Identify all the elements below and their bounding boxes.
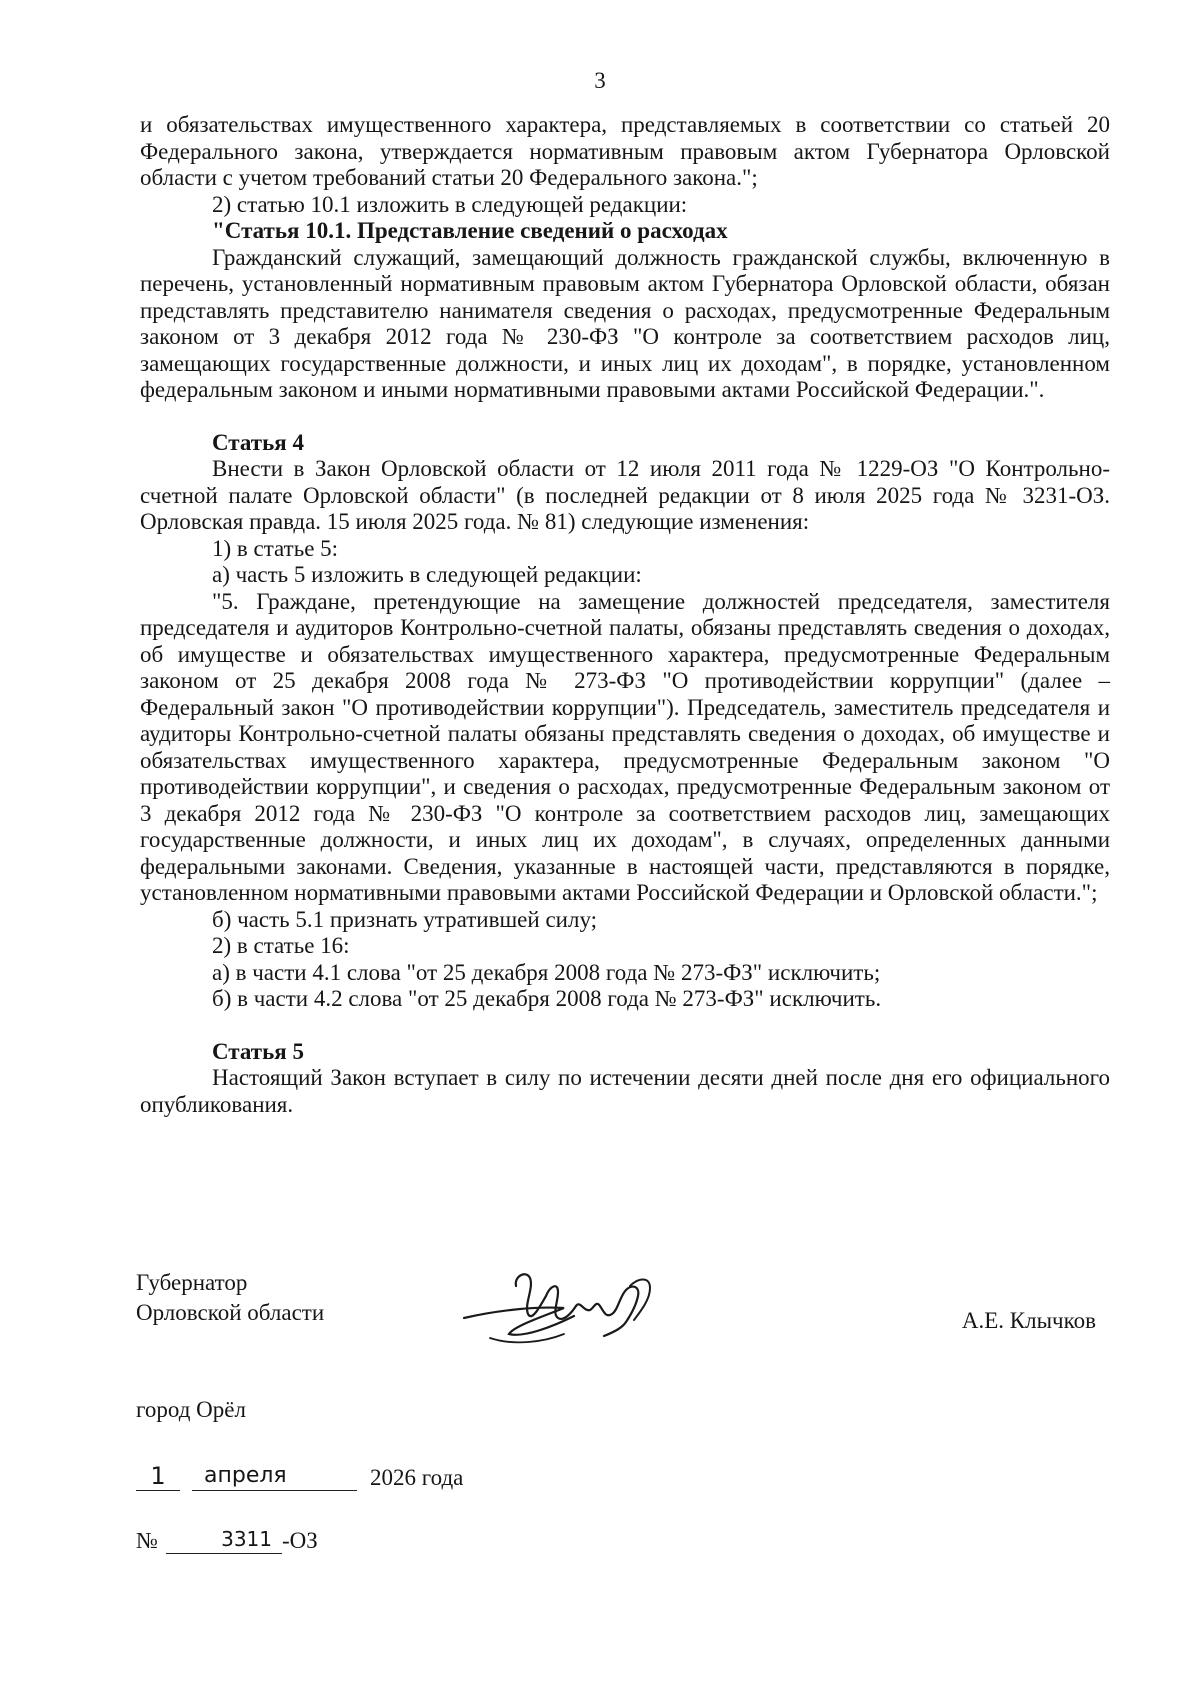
paragraph-article-text: Гражданский служащий, замещающий должность гражданской службы, включенную в перечень, установленный нормативным правовым актом Губернатора Орловской области, обязан представлять представителю нанимателя сведения о расходах, предусмотренные Федеральным законом от 3 декабря 2012 года № 230-ФЗ "О контроле за соответствием расходов лиц, замещающих государственные должности, и иных лиц их доходам", в порядке, установленном федеральным законом и иными нормативными правовыми актами Российской Федерации.". (140, 244, 1110, 402)
document-body (140, 112, 1110, 1118)
paragraph-article-text: Настоящий Закон вступает в силу по истечении десяти дней после дня его официального опубликования. (140, 1065, 1110, 1117)
paragraph-item: 1) в статье 5: (212, 535, 339, 561)
paragraph-item: б) в части 4.2 слова "от 25 декабря 2008 года № 273-ФЗ" исключить. (212, 986, 882, 1011)
date-day: 1 (136, 1462, 180, 1491)
number-sign: № (136, 1528, 158, 1553)
paragraph-item: а) часть 5 изложить в следующей редакции: (212, 562, 642, 587)
article-heading: "Статья 10.1. Представление сведений о расходах (212, 218, 728, 243)
article-heading: Статья 5 (212, 1038, 304, 1064)
law-number-suffix: -ОЗ (282, 1528, 318, 1553)
paragraph-continuation: и обязательствах имущественного характера, представляемых в соответствии со статьей 20 Федерального закона, утверждается нормативным правовым актом Губернатора Орловской области с учетом требований статьи 20 Федерального закона."; (140, 112, 1110, 190)
signatory-title-line: Губернатор (136, 1270, 248, 1295)
law-number-value: 3311 (166, 1525, 282, 1554)
date-year: 2026 года (370, 1465, 464, 1490)
paragraph-item: б) часть 5.1 признать утратившей силу; (212, 906, 598, 932)
handwritten-signature-icon (454, 1256, 674, 1366)
law-number (136, 1525, 436, 1557)
paragraph-quoted-text: "5. Граждане, претендующие на замещение должностей председателя, заместителя председателя и аудиторов Контрольно-счетной палаты, обязаны представлять сведения о доходах, об имуществе и обязательствах имущественного характера, предусмотренные Федеральным законом от 25 декабря 2008 года № 273-ФЗ "О противодействии коррупции" (далее – Федеральный закон "О противодействии коррупции"). Председатель, заместитель председателя и аудиторы Контрольно-счетной палаты обязаны представлять сведения о доходах, об имуществе и обязательствах имущественного характера, предусмотренные Федеральным законом "О противодействии коррупции", и сведения о расходах, предусмотренные Федеральным законом от 3 декабря 2012 года № 230-ФЗ "О контроле за соответствием расходов лиц, замещающих государственные должности, и иных лиц их доходам", в случаях, определенных данными федеральными законами. Сведения, указанные в настоящей части, представляются в порядке, установленном нормативными правовыми актами Российской Федерации и Орловской области."; (140, 588, 1110, 905)
paragraph-item: 2) в статье 16: (212, 933, 350, 958)
article-heading: Статья 4 (212, 429, 304, 455)
paragraph-item: 2) статью 10.1 изложить в следующей редакции: (212, 191, 688, 217)
signatory-title (136, 1268, 324, 1328)
paragraph-item: а) в части 4.1 слова "от 25 декабря 2008 года № 273-ФЗ" исключить; (212, 959, 881, 985)
signing-date (136, 1462, 536, 1494)
signatory-name: А.Е. Клычков (961, 1308, 1096, 1333)
paragraph-article-text: Внести в Закон Орловской области от 12 июля 2011 года № 1229-ОЗ "О Контрольно-счетной палате Орловской области" (в последней редакции от 8 июля 2025 года № 3231-ОЗ. Орловская правда. 15 июля 2025 года. № 81) следующие изменения: (140, 456, 1110, 534)
page-number: 3 (594, 68, 606, 93)
date-month: апреля (192, 1462, 357, 1491)
signatory-title-line: Орловской области (136, 1300, 325, 1325)
city-name: город Орёл (136, 1397, 246, 1422)
